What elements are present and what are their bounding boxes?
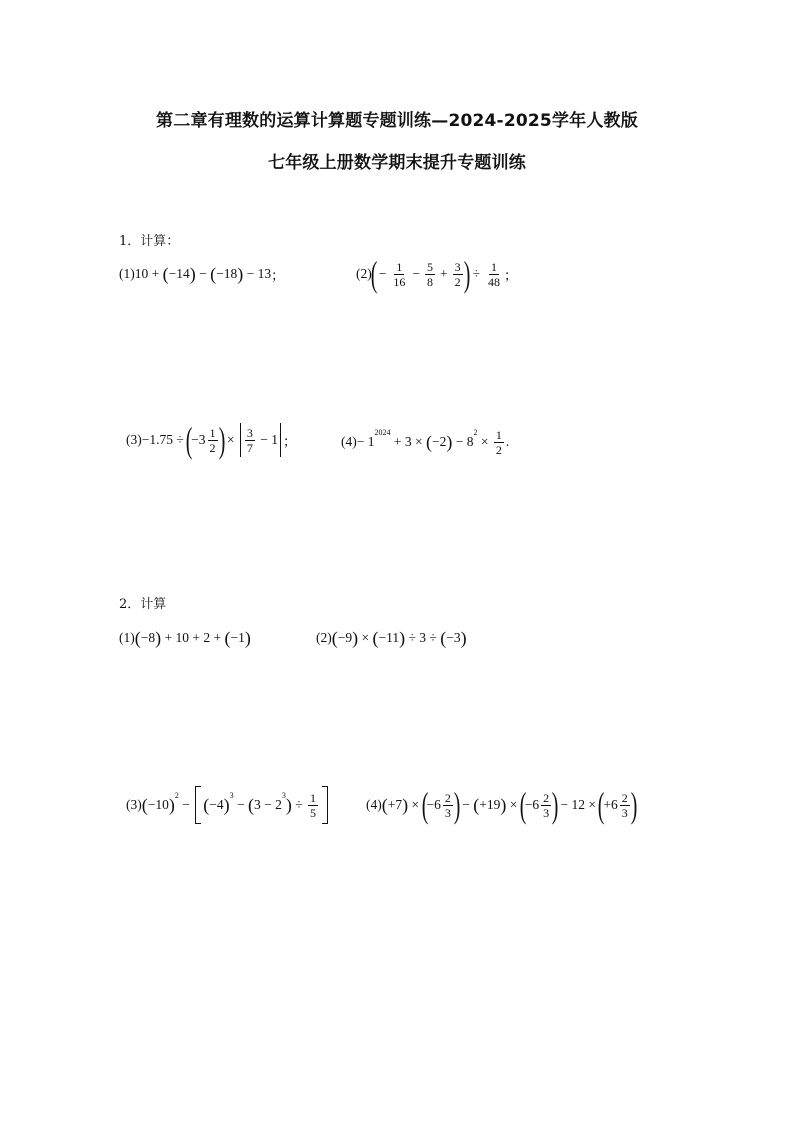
left-paren: ( (421, 785, 428, 825)
numerator: 1 (396, 259, 403, 274)
expr-group: −11 (378, 630, 400, 645)
numerator: 1 (495, 427, 502, 442)
right-paren: ) (168, 795, 175, 815)
exponent: 3 (281, 790, 286, 800)
right-paren: ) (460, 628, 467, 648)
expr-text: × (223, 432, 238, 447)
q1-item-1 (119, 262, 285, 286)
left-paren: ( (425, 432, 432, 452)
expr-text: ÷ (291, 797, 307, 812)
item-label: (4) (341, 434, 357, 449)
operator: − (412, 266, 420, 281)
denominator: 16 (393, 274, 406, 289)
denominator: 2 (454, 274, 461, 289)
right-paren: ) (285, 795, 292, 815)
fraction (541, 791, 551, 820)
expr-text: × (408, 797, 423, 812)
expr-text: − (195, 266, 211, 281)
left-paren: ( (331, 628, 338, 648)
expr-text: × (477, 434, 492, 449)
left-paren: ( (372, 628, 379, 648)
numerator: 3 (454, 259, 461, 274)
right-paren: ) (218, 420, 225, 460)
expr-text: + 3 × (390, 434, 426, 449)
right-paren: ) (237, 264, 244, 284)
expr-text: × (506, 797, 521, 812)
expr-end: ； (504, 268, 518, 283)
left-paren: ( (370, 254, 378, 294)
right-paren: ) (551, 785, 559, 825)
denominator: 3 (543, 805, 550, 820)
left-paren: ( (134, 628, 141, 648)
fraction (486, 260, 502, 289)
right-bracket (322, 786, 328, 824)
fraction (208, 426, 218, 455)
denominator: 2 (209, 440, 216, 455)
expr-end: ； (271, 268, 285, 283)
item-label: (3) (126, 432, 142, 447)
numerator: 1 (209, 425, 216, 440)
expr-text: − 1 (256, 432, 279, 447)
mixed-whole: −3 (191, 432, 206, 447)
right-paren: ) (630, 785, 638, 825)
expr-group: −1 (230, 630, 245, 645)
numerator: 5 (427, 259, 433, 274)
right-paren: ) (189, 264, 196, 284)
question-1-header: 1．计算： (119, 234, 180, 249)
expr-text: ÷ 3 ÷ (405, 630, 441, 645)
expr-group: −14 (168, 266, 190, 281)
denominator: 2 (495, 442, 502, 457)
denominator: 5 (310, 805, 317, 820)
q2-item-2 (316, 626, 467, 650)
item-label: (1) (119, 630, 135, 645)
fraction (425, 260, 435, 289)
fraction (494, 428, 504, 457)
numerator: 2 (543, 790, 550, 805)
left-paren: ( (185, 420, 193, 460)
expr-group: −2 (431, 434, 447, 449)
expr-text: − (233, 797, 248, 812)
expr-text: 10 + (134, 266, 163, 281)
expr-text: − (458, 797, 474, 812)
left-paren: ( (248, 795, 254, 815)
fraction (245, 426, 255, 455)
left-paren: ( (162, 264, 169, 284)
q2-item-3 (126, 784, 330, 826)
exponent: 2024 (374, 427, 391, 437)
denominator: 7 (246, 440, 253, 455)
expr-group: −10 (147, 797, 169, 812)
expr-text: − 13 (243, 266, 272, 281)
expr-group: +19 (479, 797, 501, 812)
left-paren: ( (203, 795, 210, 815)
exponent: 2 (473, 427, 478, 437)
right-paren: ) (399, 628, 406, 648)
fraction (620, 791, 630, 820)
expr-group: −4 (209, 797, 224, 812)
operator: + (440, 266, 448, 281)
expr-group: −18 (216, 266, 238, 281)
left-paren: ( (224, 628, 231, 648)
expr-group: −9 (337, 630, 353, 645)
fraction (308, 791, 318, 820)
expr-text: − 8 (452, 434, 474, 449)
right-paren: ) (446, 432, 453, 452)
q2-item-4 (366, 784, 636, 826)
expr-end: . (505, 434, 510, 449)
numerator: 3 (246, 425, 253, 440)
left-bracket (195, 786, 201, 824)
right-paren: ) (463, 254, 470, 294)
left-paren: ( (141, 795, 148, 815)
left-paren: ( (473, 795, 480, 815)
fraction (391, 260, 407, 289)
right-paren: ) (244, 628, 251, 648)
item-label: (2) (356, 266, 372, 281)
minus-sign: − (378, 266, 387, 281)
expr-text: − 12 × (557, 797, 600, 812)
left-paren: ( (381, 795, 388, 815)
q2-item-1 (119, 626, 251, 650)
expr-group: 3 − 2 (254, 797, 282, 812)
numerator: 2 (444, 790, 451, 805)
denominator: 48 (488, 274, 501, 289)
exponent: 2 (174, 790, 179, 800)
document-title-line2: 七年级上册数学期末提升专题训练 (268, 153, 526, 173)
item-label: (2) (316, 630, 332, 645)
right-paren: ) (223, 795, 230, 815)
right-paren: ) (155, 628, 162, 648)
denominator: 8 (427, 274, 433, 289)
expr-text: + 10 + 2 + (161, 630, 225, 645)
denominator: 3 (444, 805, 451, 820)
denominator: 3 (621, 805, 628, 820)
numerator: 2 (621, 790, 628, 805)
expr-group: +7 (387, 797, 403, 812)
fraction (443, 791, 453, 820)
numerator: 1 (310, 790, 317, 805)
mixed-whole: −6 (524, 797, 540, 812)
numerator: 1 (491, 259, 498, 274)
left-paren: ( (440, 628, 447, 648)
left-paren: ( (519, 785, 527, 825)
q1-item-4 (341, 422, 509, 462)
left-paren: ( (210, 264, 217, 284)
expr-text: × (358, 630, 373, 645)
operator: ÷ (472, 266, 481, 281)
mixed-whole: −6 (426, 797, 441, 812)
mixed-whole: +6 (603, 797, 618, 812)
q1-item-2 (356, 254, 518, 294)
document-title-line1: 第二章有理数的运算计算题专题训练—2024-2025学年人教版 (156, 111, 638, 131)
left-paren: ( (598, 785, 605, 825)
item-label: (1) (119, 266, 135, 281)
expr-text: − (178, 797, 194, 812)
exponent: 3 (229, 790, 234, 800)
q1-item-3 (126, 420, 297, 460)
item-label: (4) (366, 797, 382, 812)
expr-end: ； (283, 434, 297, 449)
right-paren: ) (500, 795, 507, 815)
right-paren: ) (453, 785, 461, 825)
abs-bar-left (240, 423, 241, 457)
item-label: (3) (126, 797, 142, 812)
fraction (453, 260, 463, 289)
right-paren: ) (402, 795, 409, 815)
expr-text: − 1 (356, 434, 375, 449)
abs-bar-right (280, 423, 281, 457)
expr-group: −3 (446, 630, 461, 645)
question-2-header: 2．计算 (119, 597, 167, 612)
right-paren: ) (352, 628, 359, 648)
expr-text: −1.75 ÷ (141, 432, 188, 447)
expr-group: −8 (140, 630, 156, 645)
